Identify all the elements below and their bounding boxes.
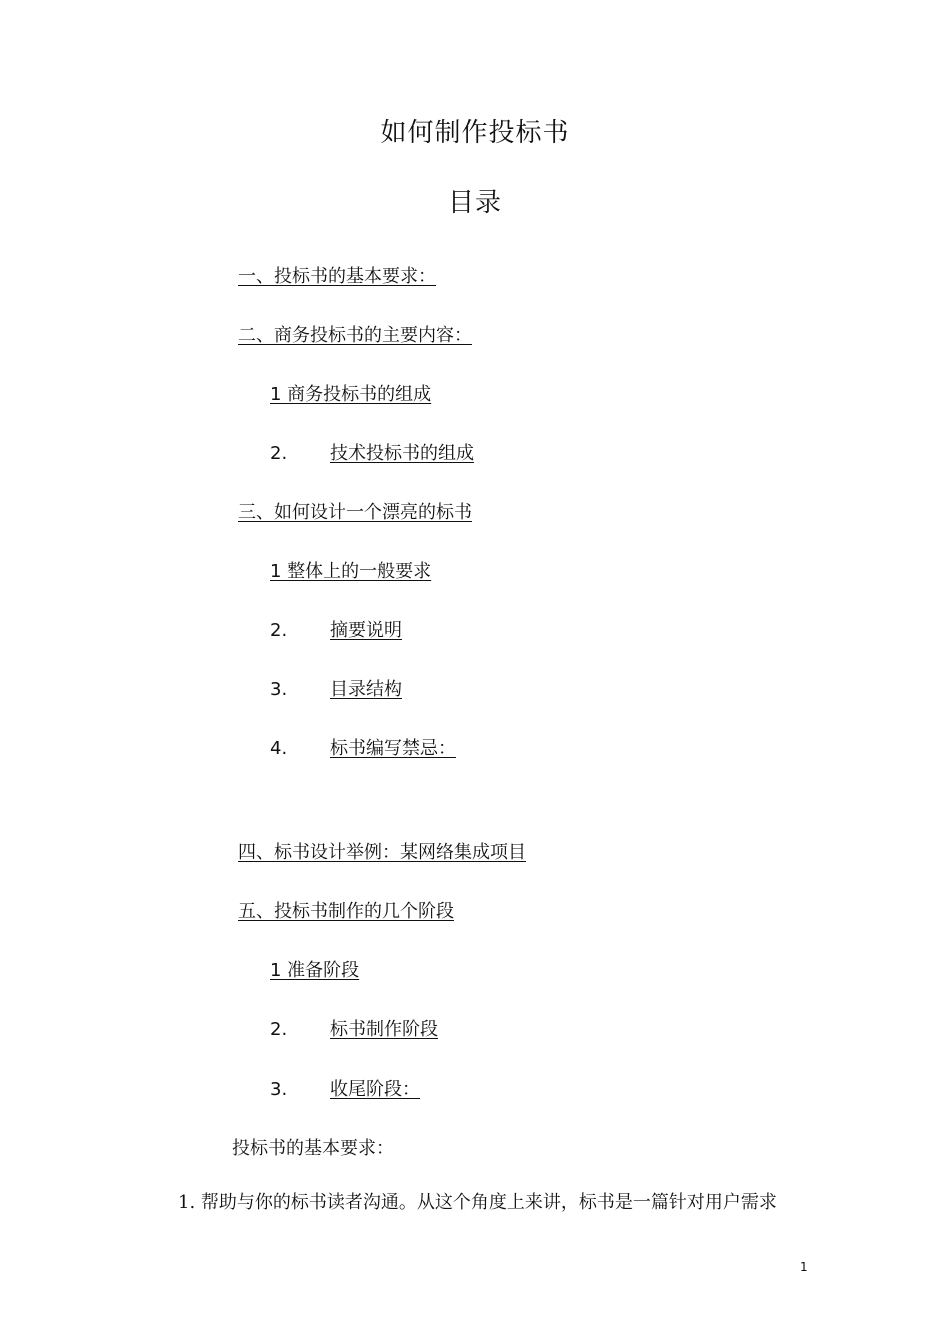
toc-entry-text: 三、如何设计一个漂亮的标书	[238, 502, 472, 523]
toc-entry-text: 一、投标书的基本要求：	[238, 266, 436, 287]
toc-entry[interactable]	[238, 262, 436, 288]
toc-entry[interactable]	[270, 675, 402, 701]
toc-entry[interactable]	[238, 838, 526, 864]
toc-entry[interactable]	[270, 956, 359, 982]
toc-entry-text: 四、标书设计举例：某网络集成项目	[238, 842, 526, 863]
toc-entry-number: 4.	[270, 738, 288, 759]
toc-entry[interactable]	[238, 321, 472, 347]
toc-entry[interactable]	[270, 734, 456, 760]
toc-entry-number: 2.	[270, 443, 288, 464]
toc-entry-text: 标书制作阶段	[330, 1019, 438, 1040]
section-heading: 投标书的基本要求：	[232, 1138, 394, 1159]
toc-entry[interactable]	[270, 616, 402, 642]
toc-entry-number: 2.	[270, 1019, 288, 1040]
toc-entry-text: 收尾阶段：	[330, 1079, 420, 1100]
body-paragraph: 1. 帮助与你的标书读者沟通。从这个角度上来讲，标书是一篇针对用户需求	[178, 1192, 777, 1213]
toc-entry-text: 技术投标书的组成	[330, 443, 474, 464]
toc-entry-number: 2.	[270, 620, 288, 641]
toc-entry[interactable]	[270, 1075, 420, 1101]
toc-entry-text: 摘要说明	[330, 620, 402, 641]
page-number: 1	[800, 1260, 808, 1274]
toc-entry-text: 目录结构	[330, 679, 402, 700]
toc-entry-text: 1 商务投标书的组成	[270, 384, 432, 405]
toc-entry-number: 3.	[270, 679, 288, 700]
toc-entry[interactable]	[238, 498, 472, 524]
toc-heading: 目录	[447, 188, 502, 218]
toc-entry[interactable]	[270, 439, 474, 465]
toc-entry-text: 标书编写禁忌：	[330, 738, 456, 759]
document-title: 如何制作投标书	[380, 118, 570, 148]
toc-entry-text: 1 整体上的一般要求	[270, 561, 432, 582]
toc-entry-text: 二、商务投标书的主要内容：	[238, 325, 472, 346]
toc-entry-text: 1 准备阶段	[270, 960, 360, 981]
toc-entry[interactable]	[238, 897, 454, 923]
toc-entry[interactable]	[270, 1015, 438, 1041]
toc-entry[interactable]	[270, 380, 431, 406]
toc-entry-number: 3.	[270, 1079, 288, 1100]
toc-entry[interactable]	[270, 557, 431, 583]
toc-entry-text: 五、投标书制作的几个阶段	[238, 901, 454, 922]
